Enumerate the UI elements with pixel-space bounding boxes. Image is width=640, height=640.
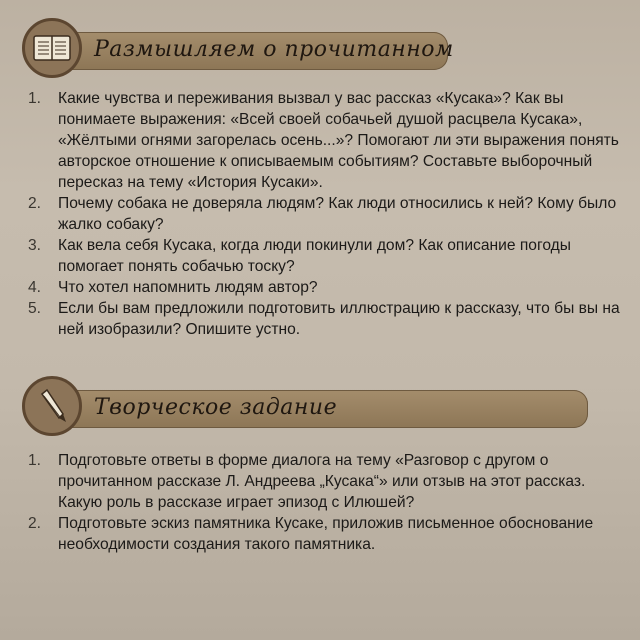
item-number: 5. [28,300,42,317]
list-item [22,235,628,277]
list-item [22,513,628,555]
item-text: Как вела себя Кусака, когда люди покинули дом? Как описание погоды помогает понять собачью тоску? [58,237,571,275]
section-header-creative [22,376,622,436]
list-item [22,88,628,193]
book-icon [22,18,82,78]
tasks-list [22,450,628,555]
section-title: Размышляем о прочитанном [94,37,454,62]
item-text: Почему собака не доверяла людям? Как люди относились к ней? Кому было жалко собаку? [58,195,617,233]
item-number: 1. [28,90,42,107]
item-text: Что хотел напомнить людям автор? [58,279,318,296]
item-number: 2. [28,515,42,532]
title-banner [68,390,588,428]
list-item [22,450,628,513]
item-number: 4. [28,279,42,296]
list-item [22,277,628,298]
item-text: Какие чувства и переживания вызвал у вас рассказ «Кусака»? Как вы понимаете выражения: «Всей своей собачьей душой расцвела Кусака», «Жёлтыми огнями загорелась осень...»? Помогают ли эти выражения понять авторское отношение к описываемым событиям? Составьте выборочный пересказ на тему «История Кусаки». [58,90,619,191]
item-number: 1. [28,452,42,469]
item-text: Если бы вам предложили подготовить иллюстрацию к рассказу, что бы вы на ней изобразили? Опишите устно. [58,300,620,338]
item-number: 2. [28,195,42,212]
item-number: 3. [28,237,42,254]
section-title: Творческое задание [94,395,338,420]
list-item [22,298,628,340]
title-banner [68,32,454,70]
pencil-icon [22,376,82,436]
item-text: Подготовьте эскиз памятника Кусаке, приложив письменное обоснование необходимости создания такого памятника. [58,515,594,553]
questions-list [22,88,628,340]
list-item [22,193,628,235]
item-text: Подготовьте ответы в форме диалога на тему «Разговор с другом о прочитанном рассказе Л. Андреева „Кусака“» или отзыв на этот рассказ. Какую роль в рассказе играет эпизод с Илюшей? [58,452,586,511]
section-header-reflection [22,18,622,78]
